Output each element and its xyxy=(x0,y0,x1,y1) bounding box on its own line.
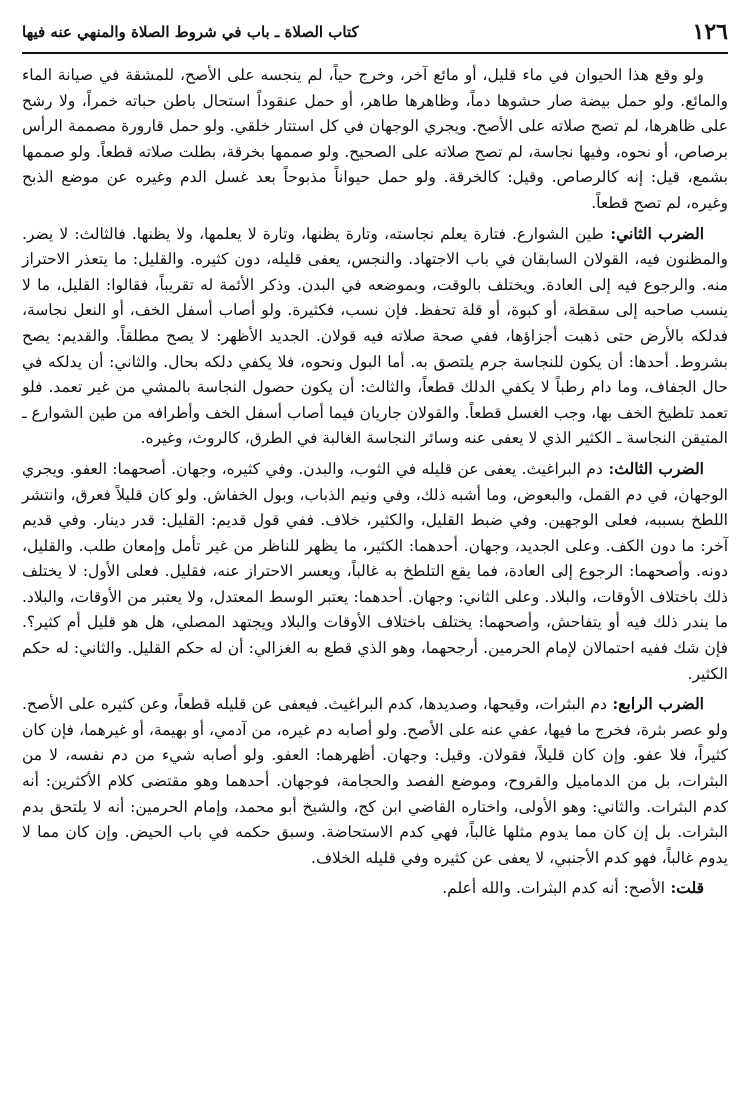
paragraph-2 xyxy=(22,221,728,452)
paragraph-4 xyxy=(22,691,728,871)
body-text xyxy=(22,62,728,906)
paragraph-1 xyxy=(22,62,728,217)
paragraph-lead: قلت: xyxy=(665,878,704,898)
paragraph-lead: الضرب الرابع: xyxy=(606,694,704,714)
paragraph-text: دم البراغيث. يعفى عن قليله في الثوب، والبدن. وفي كثيره، وجهان. أصحهما: العفو. ويجري الوجهان، في دم القمل، والبعوض، وما أشبه ذلك، وفي ونيم الذباب، وبول الخفاش. ولو كان قليلاً فعرق، وانتشر اللطخ بسببه، فعلى الوجهين. وفي ضبط القليل، والكثير، خلاف. ففي قول قديم: القليل: قدر دينار. وفي قديم آخر: ما دون الكف. وعلى الجديد، وجهان. أحدهما: الكثير، ما يظهر للناظر من غير تأمل وإمعان طلب. والقليل، دونه. وأصحهما: الرجوع إلى العادة، فما يقع التلطخ به غالباً، ويعسر الاحتراز عنه، فقليل. فعلى الأول: لا يختلف ذلك باختلاف الأوقات، والبلاد. وعلى الثاني: وجهان. أحدهما: يعتبر الوسط المعتدل، ولا يعتبر من الأوقات، والبلاد. ما يندر ذلك فيه أو يتفاحش، وأصحهما: يختلف باختلاف الأوقات والبلاد ويجتهد المصلي، هل هو قليل أم كثير؟. فإن شك ففيه احتمالان لإمام الحرمين. أرجحهما، وهو الذي قطع به الغزالي: أن له حكم القليل. والثاني: له حكم الكثير. xyxy=(22,459,728,683)
paragraph-text: الأصح: أنه كدم البثرات. والله أعلم. xyxy=(442,879,666,898)
page-number: ١٢٦ xyxy=(692,19,728,45)
page-header xyxy=(22,12,728,54)
paragraph-lead: الضرب الثاني: xyxy=(603,223,704,243)
paragraph-text: ولو وقع هذا الحيوان في ماء قليل، أو مائع آخر، وخرج حياً، لم ينجسه على الأصح، للمشقة في صيانة الماء والمائع. ولو حمل بيضة صار حشوها دماً، وظاهرها طاهر، أو حمل عنقوداً استحال باطن حباته خمراً، ولا رشح على ظاهرها، لم تصح صلاته على الأصح. ويجري الوجهان في كل استتار خلقي. ولو حمل قارورة مصممة الرأس برصاص، أو نحوه، وفيها نجاسة، لم تصح صلاته على الصحيح. ولو صممها بخرقة، بطلت صلاته قطعاً. ولو صممها بشمع، قيل: إنه كالرصاص. وقيل: كالخرقة. ولو حمل حيواناً مذبوحاً بعد غسل الدم وغيره عن موضع الذبح وغيره، لم تصح قطعاً. xyxy=(22,66,728,212)
running-title: كتاب الصلاة ـ باب في شروط الصلاة والمنهي عنه فيها xyxy=(22,23,359,41)
paragraph-lead: الضرب الثالث: xyxy=(602,458,704,478)
paragraph-text: دم البثرات، وقيحها، وصديدها، كدم البراغيث. فيعفى عن قليله قطعاً، وعن كثيره على الأصح. ولو عصر بثرة، فخرج ما فيها، عفي عنه على الأصح. ولو أصابه دم غيره، من آدمي، أو بهيمة، أو غيرهما، فإن كان كثيراً، فلا عفو. وإن كان قليلاً، فقولان. وقيل: وجهان. أظهرهما: العفو. ولو أصابه شيء من دم نفسه، لا من البثرات، بل من الدماميل والقروح، وموضع الفصد والحجامة، فوجهان. أحدهما وهو مقتضى كلام الأكثرين: أنه كدم البثرات. والثاني: وهو الأولى، واختاره القاضي ابن كج، والشيخ أبو محمد، وإمام الحرمين: أنه لا يلتحق بدم البثرات. بل إن كان مما يدوم مثلها غالباً، فهي كدم الاستحاضة. وسبق حكمه في باب الحيض. وإن كان مما لا يدوم غالباً، فهو كدم الأجنبي، لا يعفى عن كثيره وفي قليله الخلاف. xyxy=(22,695,728,867)
paragraph-5 xyxy=(22,875,728,902)
paragraph-3 xyxy=(22,456,728,687)
paragraph-text: طين الشوارع. فتارة يعلم نجاسته، وتارة يظنها، وتارة لا يعلمها، ولا يظنها. فالثالث: لا يضر. والمظنون فيه، القولان السابقان في باب الاجتهاد. والنجس، يعفى قليله، دون كثيره. والقليل: ما يتعذر الاحتراز منه. والرجوع فيه إلى العادة. ويختلف بالوقت، وبموضعه في البدن. وذكر الأئمة له تقريباً، فقالوا: القليل، ما لا ينسب صاحبه إلى سقطة، أو كبوة، أو قلة تحفظ. فإن نسب، فكثيرة. ولو أصاب أسفل الخف، أو النعل نجاسة، فدلكه بالأرض حتى ذهبت أجزاؤها، ففي صحة صلاته فيه قولان. الجديد الأظهر: لا يصح مطلقاً. والقديم: يصح بشروط. أحدها: أن يكون للنجاسة جرم يلتصق به. أما البول ونحوه، فلا يكفي دلكه بحال. والثاني: أن يدلكه في حال الجفاف، وما دام رطباً لا يكفي الدلك قطعاً، والثالث: أن يكون حصول النجاسة بالمشي من غير تعمد. فلو تعمد تلطيخ الخف بها، وجب الغسل قطعاً. والقولان جاريان فيما أصاب أسفل الخف وأطرافه من طين الشوارع ـ المتيقن النجاسة ـ الكثير الذي لا يعفى عنه وسائر النجاسة الغالبة في الطرق، كالروث، وغيره. xyxy=(22,224,728,448)
